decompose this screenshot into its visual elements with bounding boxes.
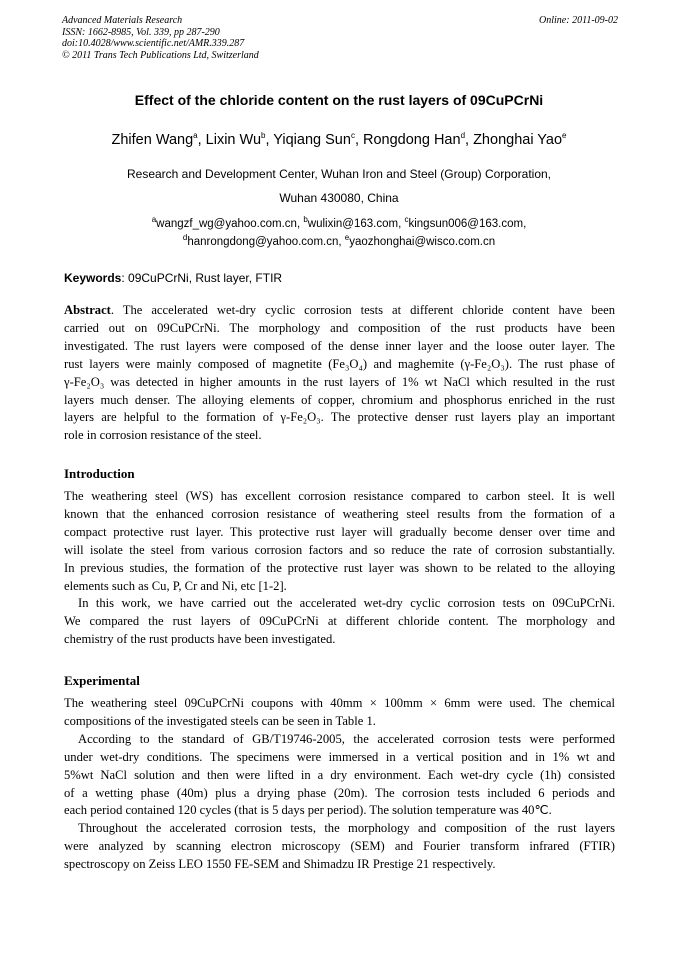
abstract bbox=[64, 302, 615, 445]
affiliation-line-2: Wuhan 430080, China bbox=[279, 191, 399, 205]
exp-line: 5%wt NaCl solution and then were lifted in a dry environment. Each wet-dry cycle (1h) consisted bbox=[64, 767, 615, 782]
intro-line: elements such as Cu, P, Cr and Ni, etc [1-2]. bbox=[64, 578, 287, 593]
affiliation-line-1: Research and Development Center, Wuhan Iron and Steel (Group) Corporation, bbox=[126, 167, 551, 181]
abstract-line: rust layers were mainly composed of magnetite (Fe₃O₄) and maghemite (γ-Fe₂O₃). The rust phase of bbox=[64, 356, 615, 371]
paper-title: Effect of the chloride content on the rust layers of 09CuPCrNi bbox=[134, 92, 544, 108]
email-line-2 bbox=[30, 233, 648, 251]
online-date: Online: 2011-09-02 bbox=[539, 15, 618, 26]
abstract-line: investigated. The rust layers were composed of the dense inner layer and the loose outer layer. The bbox=[64, 338, 615, 353]
exp-line: According to the standard of GB/T19746-2005, the accelerated corrosion tests were performed bbox=[78, 731, 615, 746]
email-sup: d bbox=[182, 233, 188, 243]
author-sup: b bbox=[261, 131, 266, 141]
exp-line: each period contained 120 cycles (that is 5 days per period). The solution temperature was 40℃. bbox=[64, 803, 552, 818]
email-sup: e bbox=[344, 233, 350, 243]
keywords-text: : 09CuPCrNi, Rust layer, FTIR bbox=[121, 271, 283, 285]
email-address[interactable]: hanrongdong@yahoo.com.cn, bbox=[187, 236, 345, 248]
intro-line: In previous studies, the formation of the protective rust layer was shown to be related to the alloying bbox=[64, 560, 615, 575]
abstract-line: role in corrosion resistance of the steel. bbox=[64, 428, 262, 443]
experimental-body bbox=[64, 695, 615, 874]
exp-line: Throughout the accelerated corrosion tests, the morphology and composition of the rust layers bbox=[78, 821, 615, 836]
author-sup: d bbox=[460, 131, 466, 141]
email-address[interactable]: yaozhonghai@wisco.com.cn bbox=[349, 236, 496, 248]
abstract-line bbox=[64, 302, 615, 320]
author-name: Yiqiang Sun bbox=[273, 132, 351, 148]
exp-line: of a wetting phase (40m) plus a drying phase (20m). The corrosion tests included 6 periods and bbox=[64, 785, 615, 800]
author-name: Lixin Wu bbox=[205, 132, 262, 148]
copyright-line: © 2011 Trans Tech Publications Ltd, Switzerland bbox=[62, 49, 259, 61]
author-name: Zhonghai Yao bbox=[473, 132, 563, 148]
issn-line: ISSN: 1662-8985, Vol. 339, pp 287-290 bbox=[62, 26, 220, 38]
author-sup: c bbox=[350, 131, 355, 141]
abstract-line: layers are helpful to the formation of γ-Fe₂O₃. The protective denser rust layers play an important bbox=[64, 410, 615, 425]
doi-line: doi:10.4028/www.scientific.net/AMR.339.287 bbox=[62, 38, 245, 49]
intro-line: The weathering steel (WS) has excellent corrosion resistance compared to carbon steel. It is well bbox=[64, 489, 615, 503]
keywords bbox=[64, 271, 282, 286]
intro-line: In this work, we have carried out the accelerated wet-dry cyclic corrosion tests on 09CuPCrNi. bbox=[78, 596, 615, 611]
email-line-1 bbox=[30, 215, 648, 233]
abstract-line: γ-Fe₂O₃ was detected in higher amounts in the rust layers of 1% wt NaCl which resulted in the rust bbox=[64, 374, 615, 389]
author-name: Zhifen Wang bbox=[111, 132, 194, 148]
email-address[interactable]: wangzf_wg@yahoo.com.cn, bbox=[156, 218, 304, 230]
email-sup: c bbox=[404, 215, 409, 225]
abstract-line: carried out on 09CuPCrNi. The morphology and composition of the rust products have been bbox=[64, 320, 615, 335]
introduction-body bbox=[64, 488, 615, 649]
intro-line: chemistry of the rust products have been investigated. bbox=[64, 632, 336, 647]
experimental-heading: Experimental bbox=[64, 673, 140, 688]
abstract-line: layers much denser. The alloying elements of copper, chromium and phosphorus enriched in the rust bbox=[64, 392, 615, 407]
author-list: Zhifen Wang$^a$, Lixin Wu$^b$, Yiqiang Sun$^c$, Rongdong Han$^d$, Zhonghai Yao$^e$ bbox=[111, 131, 567, 148]
introduction-heading: Introduction bbox=[64, 466, 135, 481]
abstract-label: Abstract bbox=[64, 303, 111, 317]
abstract-text: . The accelerated wet-dry cyclic corrosion tests at different chloride content have been bbox=[110, 303, 615, 317]
intro-line: We compared the rust layers of 09CuPCrNi at different chloride content. The morphology and bbox=[64, 614, 615, 629]
intro-line: will isolate the steel from various corrosion factors and so reduce the rate of corrosion substantially. bbox=[64, 542, 615, 557]
exp-line: The weathering steel 09CuPCrNi coupons with 40mm × 100mm × 6mm were used. The chemical bbox=[64, 696, 615, 710]
author-sup: a bbox=[193, 131, 198, 141]
keywords-label: Keywords bbox=[64, 271, 122, 285]
journal-header bbox=[62, 15, 618, 61]
author-name: Rongdong Han bbox=[363, 132, 461, 148]
author-sup: e bbox=[562, 131, 567, 141]
exp-line: under wet-dry conditions. The specimens were immersed in a vertical position and in 1% wt and bbox=[64, 749, 615, 764]
intro-line: compact protective rust layer. This protective rust layer will gradually become denser over time and bbox=[64, 524, 615, 539]
intro-line: known that the enhanced corrosion resistance of weathering steel results from the formation of a bbox=[64, 506, 615, 521]
exp-line: spectroscopy on Zeiss LEO 1550 FE-SEM and Shimadzu IR Prestige 21 respectively. bbox=[64, 857, 496, 872]
journal-name: Advanced Materials Research bbox=[62, 15, 183, 26]
email-address[interactable]: wulixin@163.com, bbox=[307, 218, 405, 230]
email-sup: b bbox=[303, 215, 308, 225]
exp-line: compositions of the investigated steels can be seen in Table 1. bbox=[64, 713, 376, 728]
exp-line: were analyzed by scanning electron microscopy (SEM) and Fourier transform infrared (FTIR) bbox=[64, 839, 615, 854]
email-list bbox=[30, 215, 648, 251]
email-sup: a bbox=[151, 215, 157, 225]
email-address[interactable]: kingsun006@163.com, bbox=[408, 218, 527, 230]
